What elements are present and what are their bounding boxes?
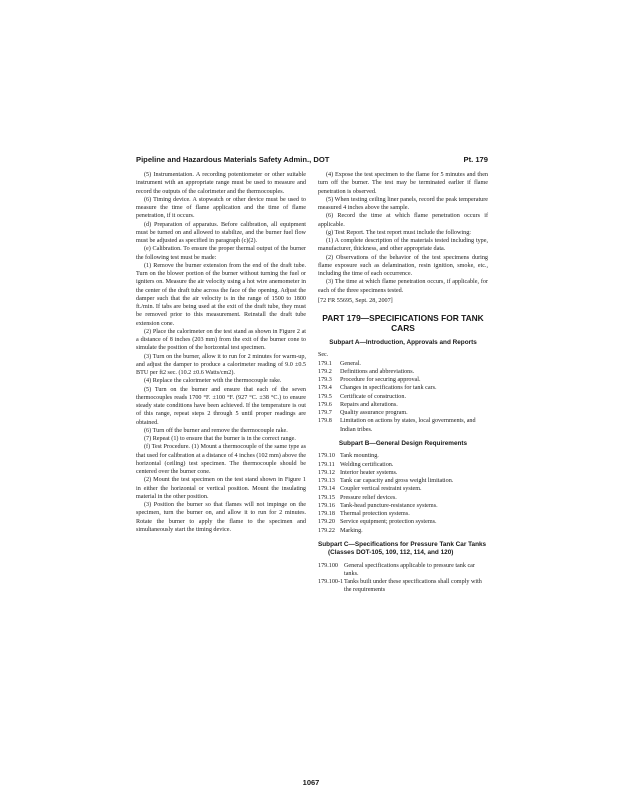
sec-label: Sec.: [318, 352, 329, 359]
paragraph: (2) Place the calorimeter on the test stand as shown in Figure 2 at a distance of 8 inches (203 mm) from the exit of the burner cone to simulate the position of the horizontal test specimen.: [136, 328, 306, 352]
paragraph: (5) Instrumentation. A recording potentiometer or other suitable instrument with an appropriate range must be used to measure and record the outputs of the calorimeter and the thermocouples.: [136, 172, 306, 195]
toc-item: 179.12 Interior heater systems.: [318, 469, 398, 476]
toc-item: 179.7 Quality assurance program.: [318, 410, 408, 417]
toc-item: 179.13 Tank car capacity and gross weight limitation.: [318, 478, 454, 485]
left-column: [136, 171, 306, 534]
running-header: [136, 155, 488, 164]
toc-item: 179.11 Welding certification.: [318, 461, 394, 468]
paragraph: (d) Preparation of apparatus. Before calibration, all equipment must be turned on and allowed to stabilize, and the burner fuel flow must be adjusted as specified in paragraph (c)(2).: [136, 221, 306, 244]
toc-item: 179.8 Limitation on actions by states, local governments, and Indian tribes.: [318, 418, 476, 433]
toc-item: 179.10 Tank mounting.: [318, 453, 379, 460]
paragraph: (4) Expose the test specimen to the flame for 5 minutes and then turn off the burner. The test may be terminated earlier if flame penetration is observed.: [318, 172, 488, 195]
right-column: [318, 171, 488, 595]
paragraph: (2) Mount the test specimen on the test stand shown in Figure 1 in either the horizontal or vertical position. Mount the insulating material in the other position.: [136, 477, 306, 500]
toc-item: 179.20 Service equipment; protection systems.: [318, 519, 437, 526]
subpart-a-title: Subpart A—Introduction, Approvals and Reports: [329, 339, 477, 346]
toc-item: 179.5 Certificate of construction.: [318, 393, 406, 400]
paragraph: (4) Replace the calorimeter with the thermocouple rake.: [144, 378, 282, 385]
paragraph: (6) Timing device. A stopwatch or other device must be used to measure the time of flame application and the time of flame penetration, if it occurs.: [136, 196, 306, 220]
subpart-b-title: Subpart B—General Design Requirements: [338, 439, 468, 447]
paragraph: (6) Turn off the burner and remove the thermocouple rake.: [144, 427, 288, 434]
toc-item: 179.4 Changes in specifications for tank cars.: [318, 385, 437, 392]
paragraph: (f) Test Procedure. (1) Mount a thermocouple of the same type as that used for calibration at a distance of 4 inches (102 mm) above the horizontal (ceiling) test specimen. The thermocouple should be centered over the burner cone.: [136, 444, 307, 475]
paragraph: (1) Remove the burner extension from the end of the draft tube. Turn on the blower portion of the burner without turning the fuel or igniters on. Measure the air velocity using a hot wire anemometer in the center of the draft tube across the face of the opening. Adjust the damper such that the air velocity is in the range of 1500 to 1800 ft./min. If tabs are being used at the exit of the draft tube, they must be removed prior to this measurement. Reinstall the draft tube extension cone.: [136, 262, 306, 327]
toc-item: 179.14 Coupler vertical restraint system.: [318, 486, 422, 493]
subpart-c-title: Subpart C—Specifications for Pressure Tank Car Tanks (Classes DOT-105, 109, 112, 114, and 120): [318, 540, 487, 557]
toc-item: 179.16 Tank-head puncture-resistance systems.: [318, 502, 438, 509]
paragraph: (7) Repeat (1) to ensure that the burner is in the correct range.: [144, 436, 296, 442]
paragraph: (5) Turn on the burner and ensure that each of the seven thermocouples reads 1700 °F. ±100 °F. (927 °C. ±38 °C.) to ensure steady state conditions have been achieved. If the temperature is out of this range, repeat steps 2 through 5 until proper readings are obtained.: [136, 386, 306, 426]
paragraph: (6) Record the time at which flame penetration occurs if applicable.: [318, 213, 488, 228]
toc-item: 179.15 Pressure relief devices.: [318, 494, 397, 501]
toc-item: 179.6 Repairs and alterations.: [318, 401, 398, 408]
toc-item: 179.100-1 Tanks built under these specifications shall comply with the requirements: [318, 579, 482, 594]
paragraph: (1) A complete description of the materials tested including type, manufacturer, thickness, and other appropriate data.: [318, 238, 488, 253]
paragraph: (3) The time at which flame penetration occurs, if applicable, for each of the three specimens tested.: [318, 279, 488, 294]
paragraph: (3) Turn on the burner, allow it to run for 2 minutes for warm-up, and adjust the damper to produce a calorimeter reading of 9.0 ±0.5 BTU per ft2 sec. (10.2 ±0.6 Watts/cm2).: [136, 353, 306, 376]
paragraph: (5) When testing ceiling liner panels, record the peak temperature measured 4 inches above the sample.: [318, 196, 488, 211]
paragraph: (g) Test Report. The test report must include the following:: [326, 229, 471, 236]
toc-item: 179.3 Procedure for securing approval.: [318, 377, 421, 384]
paragraph: (3) Position the burner so that flames will not impinge on the specimen, turn the burner on, and allow it to run for 2 minutes. Rotate the burner to apply the flame to the specimen and simultaneously start the timing device.: [136, 502, 306, 533]
paragraph: (e) Calibration. To ensure the proper thermal output of the burner the following test must be made:: [136, 246, 306, 261]
subpart-c-list: [318, 562, 488, 595]
citation: [72 FR 55695, Sept. 28, 2007]: [318, 297, 393, 304]
header-agency: Pipeline and Hazardous Materials Safety Admin., DOT: [136, 155, 330, 164]
paragraph: (2) Observations of the behavior of the test specimens during flame exposure such as delamination, resin ignition, smoke, etc., including the time of each occurrence.: [318, 254, 488, 277]
page-number: 1067: [302, 778, 320, 787]
subpart-a-list: [318, 360, 488, 434]
part-title: PART 179—SPECIFICATIONS FOR TANK CARS: [322, 313, 484, 333]
header-part: Pt. 179: [463, 155, 488, 164]
toc-item: 179.2 Definitions and abbreviations.: [318, 368, 415, 375]
toc-item: 179.1 General.: [318, 360, 361, 367]
toc-item: 179.18 Thermal protection systems.: [318, 511, 410, 518]
toc-item: 179.22 Marking.: [318, 527, 363, 534]
subpart-b-list: [318, 452, 488, 535]
toc-item: 179.100 General specifications applicable to pressure tank car tanks.: [318, 562, 475, 577]
